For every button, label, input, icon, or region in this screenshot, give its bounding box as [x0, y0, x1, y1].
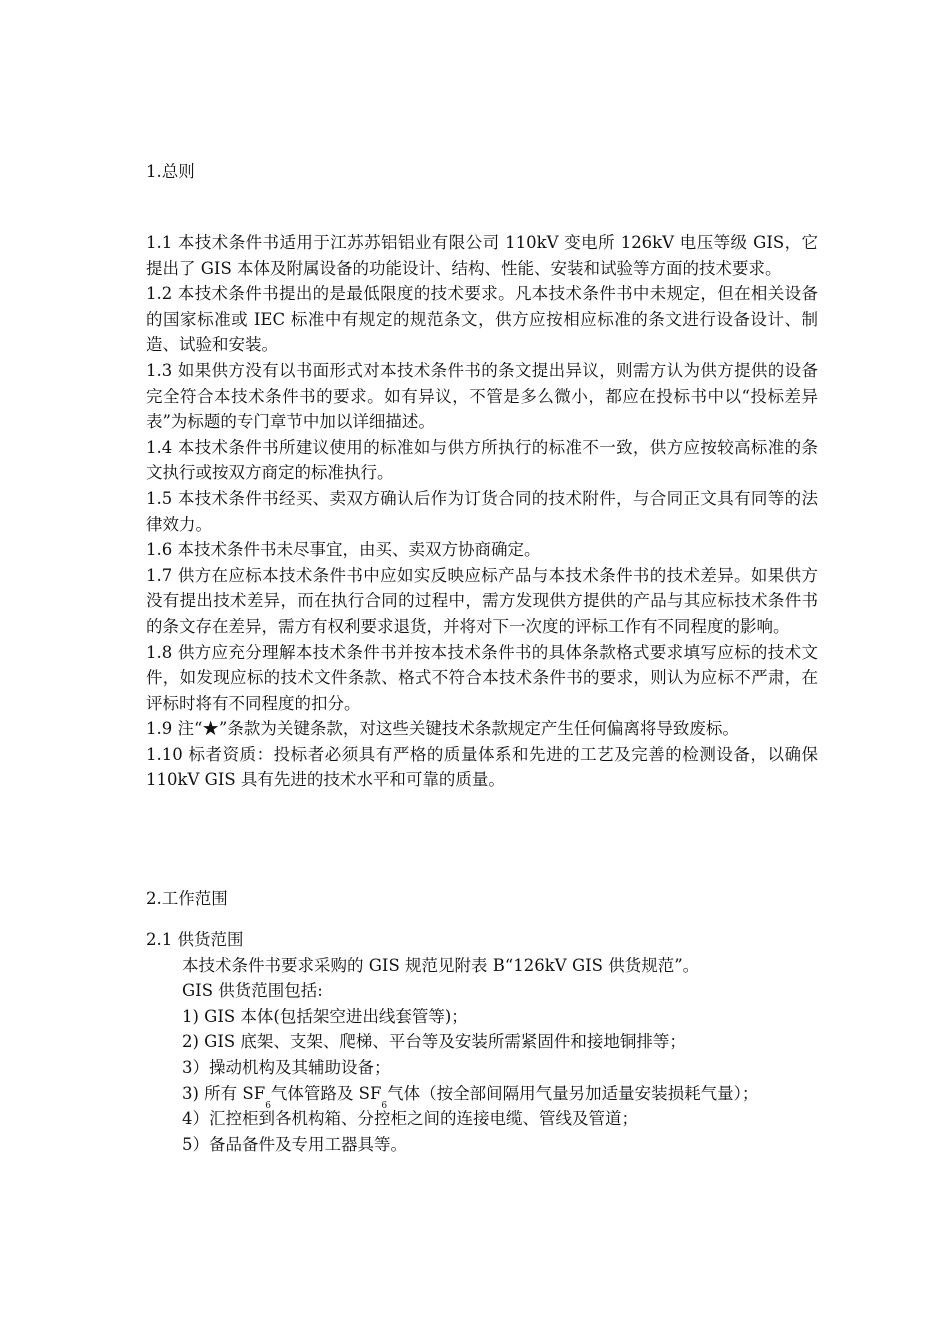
scope-item-gas: [146, 1081, 818, 1111]
scope-intro-spec: 本技术条件书要求采购的 GIS 规范见附表 B“126kV GIS 供货规范”。: [182, 955, 700, 975]
scope-item-3: 3）操动机构及其辅助设备；: [182, 1057, 391, 1077]
gas-item-prefix: 3) 所有 SF: [182, 1083, 266, 1103]
gas-subscript-2: 6: [381, 1100, 388, 1111]
section-1-heading: 1.总则: [146, 162, 195, 181]
scope-item-1: 1) GIS 本体(包括架空进出线套管等)；: [182, 1006, 468, 1026]
scope-item-4: 4）汇控柜到各机构箱、分控柜之间的连接电缆、管线及管道；: [182, 1109, 638, 1129]
section-1-clauses: [146, 230, 818, 793]
clause-1-3: 1.3 如果供方没有以书面形式对本技术条件书的条文提出异议，则需方认为供方提供的设备完全符合本技术条件书的要求。如有异议，不管是多么微小，都应在投标书中以“投标差异表”为标题的专门章节中加以详细描述。: [146, 360, 818, 432]
scope-item-5: 5）备品备件及专用工器具等。: [182, 1134, 407, 1154]
clause-1-5: 1.5 本技术条件书经买、卖双方确认后作为订货合同的技术附件，与合同正文具有同等的法律效力。: [146, 488, 818, 534]
section-2-heading: 2.工作范围: [146, 889, 228, 908]
gas-item-middle: 气体管路及 SF: [270, 1083, 382, 1103]
clause-1-4: 1.4 本技术条件书所建议使用的标准如与供方所执行的标准不一致，供方应按较高标准的条文执行或按双方商定的标准执行。: [146, 437, 818, 483]
clause-1-2: 1.2 本技术条件书提出的是最低限度的技术要求。凡本技术条件书中未规定，但在相关设备的国家标准或 IEC 标准中有规定的规范条文，供方应按相应标准的条文进行设备设计、制造、试验和安装。: [146, 284, 818, 355]
supply-scope: [146, 927, 818, 1157]
gas-subscript-1: 6: [265, 1100, 271, 1111]
clause-1-9: 1.9 注“★”条款为关键条款，对这些关键技术条款规定产生任何偏离将导致废标。: [146, 719, 739, 739]
clause-1-1: 1.1 本技术条件书适用于江苏苏铝铝业有限公司 110kV 变电所 126kV 电压等级 GIS，它提出了 GIS 本体及附属设备的功能设计、结构、性能、安装和试验等方面的技术要求。: [146, 233, 818, 278]
gas-item-suffix: 气体（按全部间隔用气量另加适量安装损耗气量）；: [387, 1083, 759, 1103]
scope-intro-list: GIS 供货范围包括:: [182, 981, 323, 1001]
clause-1-6: 1.6 本技术条件书未尽事宜，由买、卖双方协商确定。: [146, 540, 541, 560]
clause-1-7: 1.7 供方在应标本技术条件书中应如实反映应标产品与本技术条件书的技术差异。如果供方没有提出技术差异，而在执行合同的过程中，需方发现供方提供的产品与其应标技术条件书的条文存在差异，需方有权利要求退货，并将对下一次度的评标工作有不同程度的影响。: [146, 565, 818, 636]
clause-1-10: 1.10 标者资质：投标者必须具有严格的质量体系和先进的工艺及完善的检测设备，以确保 110kV GIS 具有先进的技术水平和可靠的质量。: [146, 744, 818, 790]
subsection-2-1-heading: 2.1 供货范围: [146, 930, 244, 949]
scope-item-2: 2) GIS 底架、支架、爬梯、平台等及安装所需紧固件和接地铜排等；: [182, 1032, 686, 1052]
clause-1-8: 1.8 供方应充分理解本技术条件书并按本技术条件书的具体条款格式要求填写应标的技术文件，如发现应标的技术文件条款、格式不符合本技术条件书的要求，则认为应标不严肃，在评标时将有不同程度的扣分。: [146, 642, 818, 713]
